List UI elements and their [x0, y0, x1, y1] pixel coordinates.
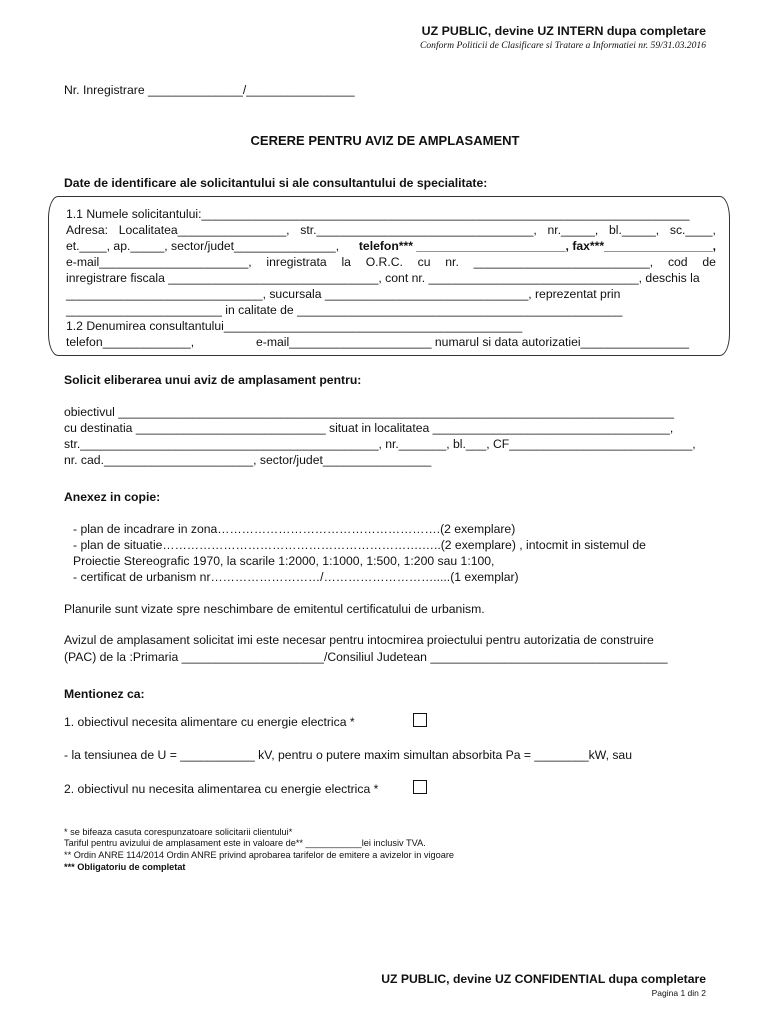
footnote-tariff: Tariful pentru avizului de amplasament este in valoare de** ___________lei inclusiv TVA.	[64, 838, 426, 848]
address-label: Adresa:	[66, 223, 109, 237]
floor-apartment-sector-field[interactable]: et.____, ap._____, sector/judet_______________,	[66, 239, 340, 253]
page-title: CERERE PENTRU AVIZ DE AMPLASAMENT	[250, 133, 520, 148]
requires-power-checkbox[interactable]	[413, 713, 427, 727]
bank-branch-field[interactable]: _____________________________, sucursala ______________________________, reprezentat prin	[66, 287, 621, 301]
fiscal-code-text: cod	[667, 255, 688, 269]
cadastral-sector-field[interactable]: nr. cad.______________________, sector/judet________________	[64, 453, 432, 467]
orc-text: inregistrata	[266, 255, 327, 269]
block-field[interactable]: bl._____,	[609, 223, 660, 237]
number-field[interactable]: nr._____,	[547, 223, 599, 237]
classification-footer: UZ PUBLIC, devine UZ CONFIDENTIAL dupa completare	[381, 972, 706, 986]
identification-heading: Date de identificare ale solicitantului si ale consultantului de specialitate:	[64, 176, 488, 190]
orc-text: O.R.C.	[365, 255, 403, 269]
locality-field[interactable]: Localitatea________________,	[118, 223, 290, 237]
mention-heading: Mentionez ca:	[64, 687, 145, 701]
urbanism-certificate-field[interactable]: - certificat de urbanism nr………………………/……………………….....(1 exemplar)	[73, 570, 519, 584]
applicant-name-field[interactable]: 1.1 Numele solicitantului:________________________________________________________________________	[66, 207, 690, 221]
fiscal-code-text: de	[702, 255, 716, 269]
orc-number-field[interactable]: __________________________,	[473, 255, 654, 269]
registration-number-field[interactable]: Nr. Inregistrare ______________/________________	[64, 83, 355, 97]
footnote-anre: ** Ordin ANRE 114/2014 Ordin ANRE privind aprobarea tarifelor de emitere a avizelor in vigoare	[64, 850, 454, 860]
street-cf-field[interactable]: str.____________________________________________, nr._______, bl.___, CF___________________________,	[64, 437, 696, 451]
email-field[interactable]: e-mail______________________,	[66, 255, 252, 269]
list-item: - plan de incadrare in zona……………………………………………….(2 exemplare)	[73, 522, 516, 536]
orc-text: la	[341, 255, 351, 269]
destination-locality-field[interactable]: cu destinatia ____________________________ situat in localitatea ___________________________________,	[64, 421, 674, 435]
address-line[interactable]	[66, 222, 716, 238]
phone-fax-field[interactable]: telefon*** ______________________, fax***________________,	[358, 239, 716, 253]
annexes-heading: Anexez in copie:	[64, 490, 161, 504]
objective-block	[64, 404, 714, 468]
page-number: Pagina 1 din 2	[651, 988, 706, 998]
fiscal-account-field[interactable]: inregistrare fiscala _______________________________, cont nr. _______________________________, deschis la	[66, 271, 700, 285]
orc-text: nr.	[445, 255, 459, 269]
request-heading: Solicit eliberarea unui aviz de amplasament pentru:	[64, 373, 362, 387]
footnote-checkbox: * se bifeaza casuta corespunzatoare solicitarii clientului*	[64, 827, 293, 837]
stair-field[interactable]: sc.____,	[669, 223, 716, 237]
identification-frame	[48, 196, 730, 356]
consultant-phone-field[interactable]: telefon_____________,	[66, 335, 195, 349]
plans-note: Planurile sunt vizate spre neschimbare de emitentul certificatului de urbanism.	[64, 602, 485, 616]
footnote-mandatory: *** Obligatoriu de completat	[64, 862, 186, 872]
representative-field[interactable]: _______________________ in calitate de ________________________________________________	[66, 303, 623, 317]
orc-text: cu	[417, 255, 431, 269]
email-orc-line[interactable]	[66, 254, 716, 270]
purpose-text: Avizul de amplasament solicitat imi este necesar pentru intocmirea proiectului pentru autorizatia de construire	[64, 633, 654, 647]
option-no-power-label: 2. obiectivul nu necesita alimentarea cu energie electrica *	[64, 782, 379, 796]
policy-reference: Conform Politicii de Clasificare si Tratare a Informatiei nr. 59/31.03.2016	[419, 40, 706, 51]
list-item: Proiectie Stereografic 1970, la scarile 1:2000, 1:1000, 1:500, 1:200 sau 1:100,	[73, 554, 495, 568]
street-field[interactable]: str.________________________________,	[300, 223, 537, 237]
classification-header: UZ PUBLIC, devine UZ INTERN dupa completare	[421, 24, 706, 38]
consultant-contact-line[interactable]	[66, 334, 716, 350]
pac-authority-field[interactable]: (PAC) de la :Primaria _____________________/Consiliul Judetean ___________________________________	[64, 650, 668, 664]
contact-line[interactable]	[66, 238, 716, 254]
objective-field[interactable]: obiectivul __________________________________________________________________________________	[64, 405, 674, 419]
option-requires-power-label: 1. obiectivul necesita alimentare cu energie electrica *	[64, 715, 355, 729]
consultant-name-field[interactable]: 1.2 Denumirea consultantului____________________________________________	[66, 319, 523, 333]
tension-power-field[interactable]: - la tensiunea de U = ___________ kV, pentru o putere maxim simultan absorbita Pa = ________kW, sau	[64, 748, 632, 762]
consultant-email-authorization-field[interactable]: e-mail_____________________ numarul si data autorizatiei________________	[256, 335, 690, 349]
list-item: - plan de situatie……………………………………………………….…..(2 exemplare) , intocmit in sistemul de	[73, 538, 646, 552]
annexes-list	[73, 521, 723, 585]
no-power-checkbox[interactable]	[413, 780, 427, 794]
